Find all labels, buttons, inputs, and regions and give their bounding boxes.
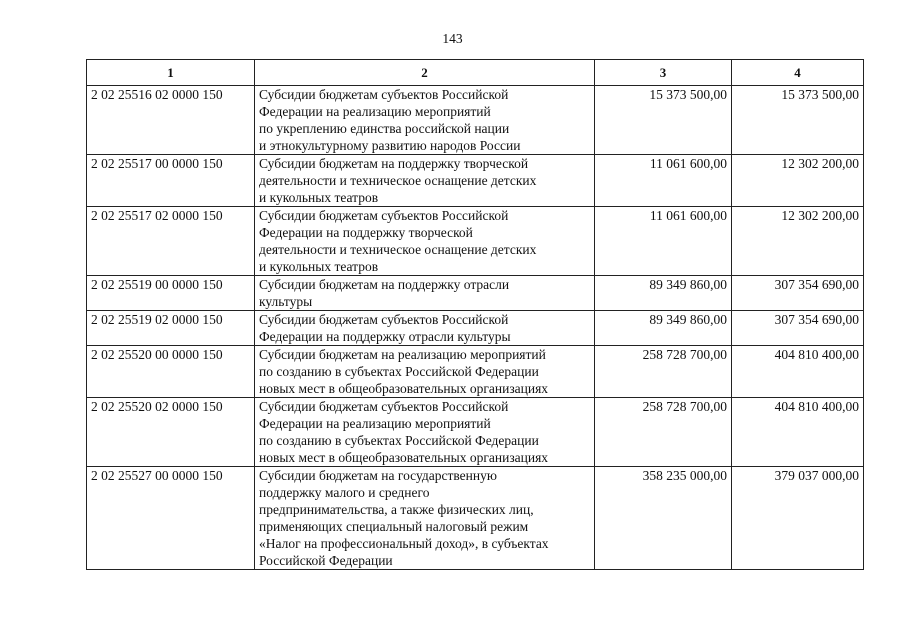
table-row: [87, 207, 864, 276]
description-cell: [255, 276, 595, 311]
description-line: деятельности и техническое оснащение детских: [259, 242, 537, 257]
table-row: [87, 155, 864, 207]
column-header-4: 4: [732, 60, 864, 86]
description-line: Субсидии бюджетам субъектов Российской: [259, 399, 509, 414]
description-cell: [255, 155, 595, 207]
amount-col3-cell: 258 728 700,00: [595, 398, 732, 467]
budget-code-cell: 2 02 25520 00 0000 150: [87, 346, 255, 398]
amount-col3-cell: 11 061 600,00: [595, 207, 732, 276]
amount-col3-cell: 89 349 860,00: [595, 311, 732, 346]
description-cell: [255, 467, 595, 570]
table-row: [87, 276, 864, 311]
header-row: [87, 60, 864, 86]
description-line: Федерации на реализацию мероприятий: [259, 416, 491, 431]
amount-col4-cell: 12 302 200,00: [732, 155, 864, 207]
description-line: применяющих специальный налоговый режим: [259, 519, 529, 534]
amount-col3-cell: 89 349 860,00: [595, 276, 732, 311]
description-line: Субсидии бюджетам на поддержку творческой: [259, 156, 529, 171]
amount-col4-cell: 404 810 400,00: [732, 346, 864, 398]
description-line: и этнокультурному развитию народов России: [259, 138, 521, 153]
description-line: Федерации на поддержку творческой: [259, 225, 473, 240]
description-line: Субсидии бюджетам на поддержку отрасли: [259, 277, 510, 292]
table-body: [87, 86, 864, 570]
budget-code-cell: 2 02 25519 00 0000 150: [87, 276, 255, 311]
amount-col4-cell: 307 354 690,00: [732, 276, 864, 311]
description-cell: [255, 86, 595, 155]
description-line: новых мест в общеобразовательных организациях: [259, 450, 549, 465]
description-line: по созданию в субъектах Российской Федерации: [259, 433, 539, 448]
table-row: [87, 86, 864, 155]
description-line: Субсидии бюджетам субъектов Российской: [259, 312, 509, 327]
budget-table: [86, 59, 864, 570]
description-line: Федерации на реализацию мероприятий: [259, 104, 491, 119]
description-line: Субсидии бюджетам субъектов Российской: [259, 208, 509, 223]
budget-code-cell: 2 02 25520 02 0000 150: [87, 398, 255, 467]
budget-code-cell: 2 02 25517 02 0000 150: [87, 207, 255, 276]
description-cell: [255, 346, 595, 398]
amount-col4-cell: 379 037 000,00: [732, 467, 864, 570]
description-line: Федерации на поддержку отрасли культуры: [259, 329, 511, 344]
column-header-1: 1: [87, 60, 255, 86]
table-row: [87, 311, 864, 346]
description-line: Субсидии бюджетам на государственную: [259, 468, 497, 483]
description-line: по укреплению единства российской нации: [259, 121, 510, 136]
page-number: 143: [442, 31, 463, 46]
description-cell: [255, 311, 595, 346]
table-row: [87, 467, 864, 570]
amount-col4-cell: 404 810 400,00: [732, 398, 864, 467]
table-row: [87, 346, 864, 398]
amount-col3-cell: 358 235 000,00: [595, 467, 732, 570]
description-line: по созданию в субъектах Российской Федерации: [259, 364, 539, 379]
description-line: деятельности и техническое оснащение детских: [259, 173, 537, 188]
budget-code-cell: 2 02 25517 00 0000 150: [87, 155, 255, 207]
description-line: предпринимательства, а также физических лиц,: [259, 502, 534, 517]
description-line: поддержку малого и среднего: [259, 485, 430, 500]
description-line: Субсидии бюджетам субъектов Российской: [259, 87, 509, 102]
amount-col4-cell: 12 302 200,00: [732, 207, 864, 276]
amount-col3-cell: 11 061 600,00: [595, 155, 732, 207]
description-line: и кукольных театров: [259, 259, 379, 274]
budget-code-cell: 2 02 25527 00 0000 150: [87, 467, 255, 570]
description-line: «Налог на профессиональный доход», в субъектах: [259, 536, 549, 551]
amount-col4-cell: 307 354 690,00: [732, 311, 864, 346]
table-row: [87, 398, 864, 467]
description-cell: [255, 398, 595, 467]
column-header-3: 3: [595, 60, 732, 86]
description-cell: [255, 207, 595, 276]
amount-col4-cell: 15 373 500,00: [732, 86, 864, 155]
description-line: культуры: [259, 294, 313, 309]
description-line: Субсидии бюджетам на реализацию мероприятий: [259, 347, 546, 362]
budget-code-cell: 2 02 25516 02 0000 150: [87, 86, 255, 155]
column-header-2: 2: [255, 60, 595, 86]
description-line: Российской Федерации: [259, 553, 393, 568]
description-line: новых мест в общеобразовательных организациях: [259, 381, 549, 396]
amount-col3-cell: 258 728 700,00: [595, 346, 732, 398]
amount-col3-cell: 15 373 500,00: [595, 86, 732, 155]
description-line: и кукольных театров: [259, 190, 379, 205]
budget-code-cell: 2 02 25519 02 0000 150: [87, 311, 255, 346]
